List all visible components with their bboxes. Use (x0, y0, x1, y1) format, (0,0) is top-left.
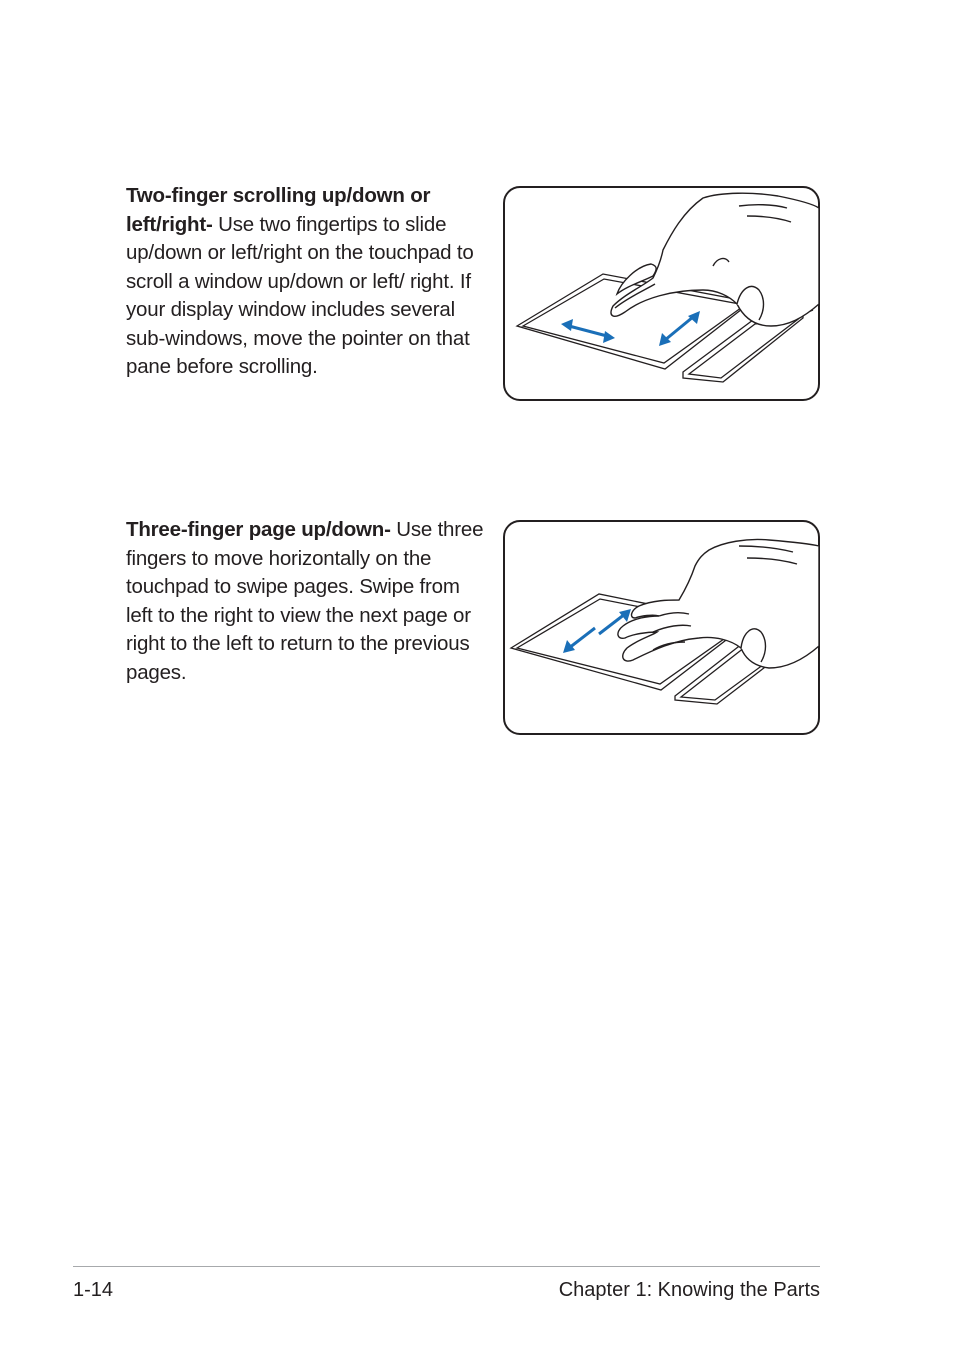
footer-divider (73, 1266, 820, 1267)
three-finger-swipe-illustration (503, 520, 820, 735)
two-finger-scroll-heading: Two-finger scrolling up/down or left/right- (126, 184, 431, 236)
three-finger-page-heading: Three-finger page up/down- (126, 518, 391, 541)
chapter-title: Chapter 1: Knowing the Parts (558, 1279, 820, 1301)
two-finger-scroll-body: Use two fingertips to slide up/down or left/right on the touchpad to scroll a window up/down or left/ right. If your display window includes several sub-windows, move the pointer on that pane before scrolling. (126, 212, 474, 378)
two-finger-scroll-description (126, 182, 491, 382)
three-finger-page-body: Use three fingers to move horizontally on the touchpad to swipe pages. Swipe from left to the right to view the next page or right to the left to return to the previous pages. (126, 518, 484, 684)
two-finger-scroll-illustration (503, 186, 820, 401)
page-number: 1-14 (73, 1279, 114, 1301)
three-finger-page-description (126, 516, 491, 687)
